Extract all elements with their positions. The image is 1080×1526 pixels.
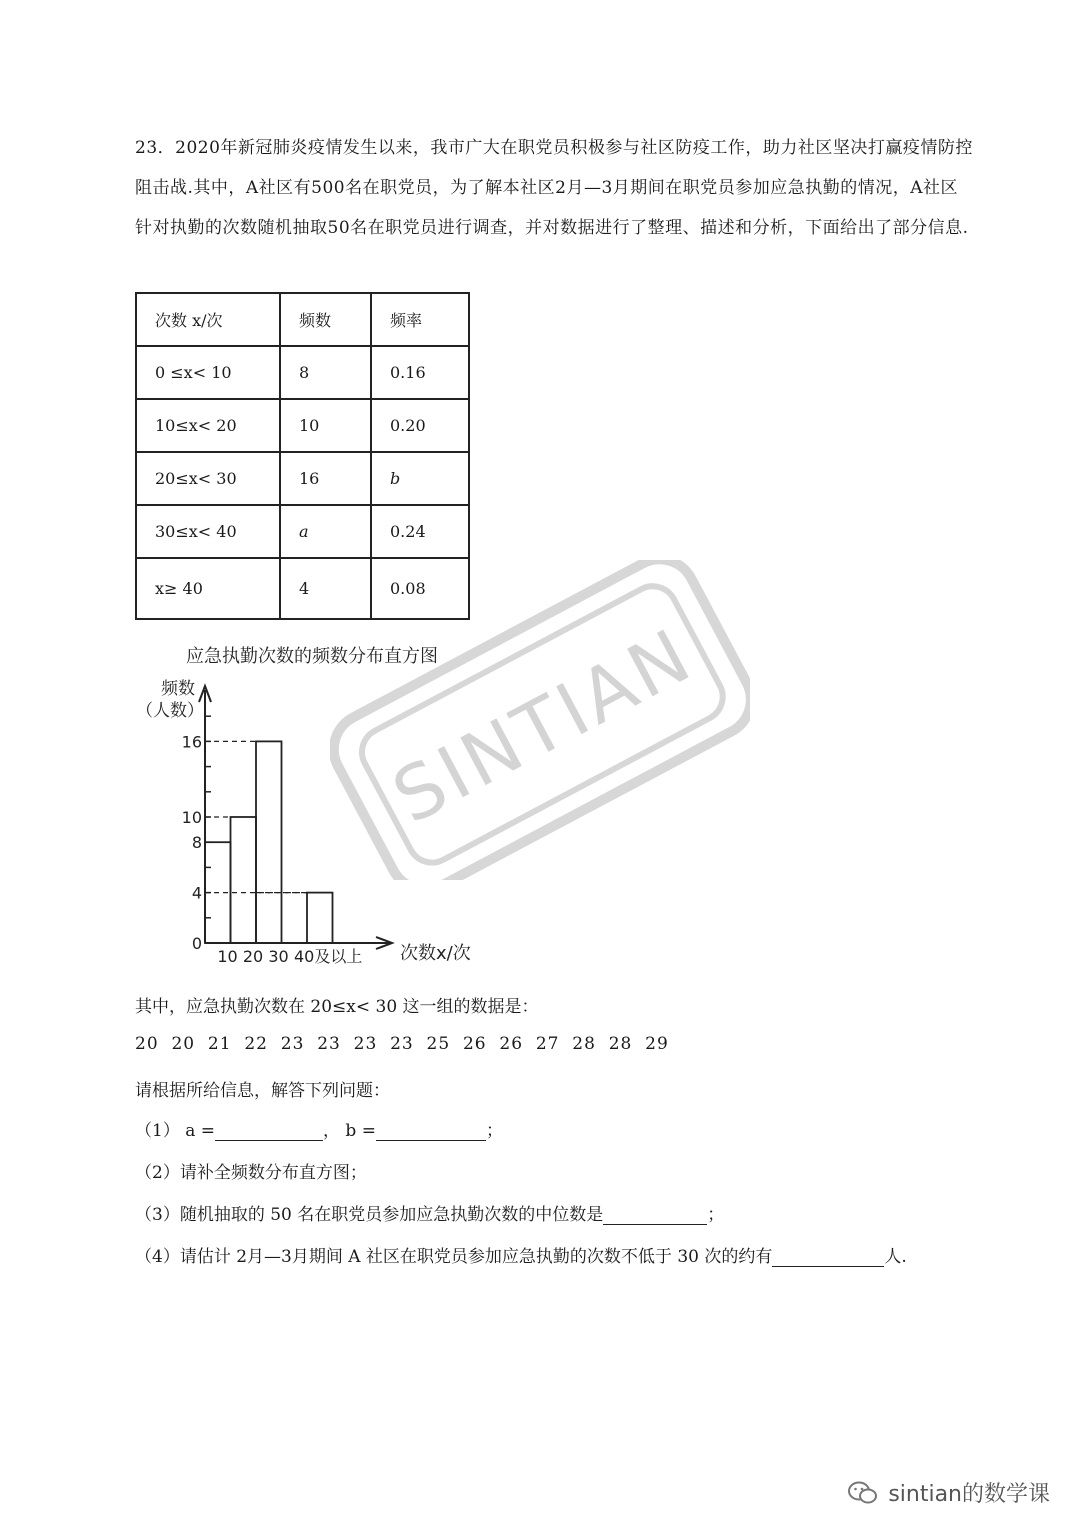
- table-cell: 10: [280, 399, 371, 452]
- wechat-icon: [848, 1480, 878, 1506]
- q3-text: （3）随机抽取的 50 名在职党员参加应急执勤次数的中位数是: [135, 1205, 604, 1225]
- table-cell: 20≤x< 30: [136, 452, 280, 505]
- table-cell: 4: [280, 558, 371, 619]
- table-cell: 16: [280, 452, 371, 505]
- x-tick-label: 20: [242, 947, 264, 966]
- problem-number: 23．: [135, 138, 176, 158]
- group-data-values: 20 20 21 22 23 23 23 23 25 26 26 27 28 28 29: [135, 1034, 669, 1054]
- x-tick-label: 30: [268, 947, 289, 966]
- answer-blank-estimate[interactable]: [772, 1248, 884, 1267]
- table-header: 频数: [280, 293, 371, 346]
- y-axis-label-unit: （人数）: [136, 701, 204, 721]
- table-cell: 30≤x< 40: [136, 505, 280, 558]
- y-axis-label: 频数: [161, 679, 195, 699]
- x-tick-label: 40及以上: [294, 947, 363, 966]
- group-data-label: 其中，应急执勤次数在 20≤x< 30 这一组的数据是：: [135, 997, 539, 1017]
- table-cell: 10≤x< 20: [136, 399, 280, 452]
- table-cell: a: [280, 505, 371, 558]
- y-tick-label: 4: [191, 883, 202, 903]
- table-cell: 0 ≤x< 10: [136, 346, 280, 399]
- table-cell: 0.08: [371, 558, 469, 619]
- question-2: （2）请补全频数分布直方图；: [135, 1163, 367, 1183]
- q1-prefix: （1） a =: [135, 1121, 216, 1141]
- answer-blank-a[interactable]: [215, 1122, 323, 1141]
- y-tick-label: 8: [191, 833, 202, 853]
- table-cell: 0.24: [371, 505, 469, 558]
- footer-brand: [848, 1477, 1050, 1508]
- histogram-bar: [231, 817, 257, 943]
- answer-blank-b[interactable]: [376, 1122, 486, 1141]
- y-tick-label: 16: [181, 732, 202, 752]
- x-tick-label: 10: [217, 947, 238, 966]
- x-axis-label: 次数x/次: [400, 943, 471, 964]
- q1-end: ；: [485, 1121, 503, 1141]
- chart-title: 应急执勤次数的频数分布直方图: [186, 646, 438, 667]
- table-cell: 8: [280, 346, 371, 399]
- question-3: [135, 1200, 724, 1225]
- problem-text: 2020年新冠肺炎疫情发生以来，我市广大在职党员积极参与社区防疫工作，助力社区坚决打赢疫情防控阻击战.其中，A社区有500名在职党员，为了解本社区2月—3月期间在职党员参加应急执勤的情况，A社区针对执勤的次数随机抽取50名在职党员进行调查，并对数据进行了整理、描述和分析，下面给出了部分信息.: [135, 138, 973, 238]
- table-header: 次数 x/次: [136, 293, 280, 346]
- histogram-bar: [256, 741, 282, 943]
- question-prompt: 请根据所给信息，解答下列问题：: [135, 1081, 390, 1101]
- q1-mid: ， b =: [323, 1121, 376, 1141]
- table-header: 频率: [371, 293, 469, 346]
- q3-end: ；: [707, 1205, 725, 1225]
- y-tick-label: 10: [181, 808, 202, 827]
- watermark-text: SINTIAN: [379, 611, 708, 841]
- table-cell: 0.20: [371, 399, 469, 452]
- question-1: [135, 1116, 503, 1141]
- histogram-bar: [307, 893, 333, 943]
- table-cell: x≥ 40: [136, 558, 280, 619]
- y-tick-label: 0: [191, 934, 202, 953]
- footer-text: sintian的数学课: [888, 1482, 1050, 1507]
- q4-text: （4）请估计 2月—3月期间 A 社区在职党员参加应急执勤的次数不低于 30 次的约有: [135, 1247, 773, 1267]
- answer-blank-median[interactable]: [603, 1206, 707, 1225]
- table-cell: b: [371, 452, 469, 505]
- question-4: [135, 1242, 907, 1267]
- table-cell: 0.16: [371, 346, 469, 399]
- q4-end: 人.: [884, 1247, 907, 1267]
